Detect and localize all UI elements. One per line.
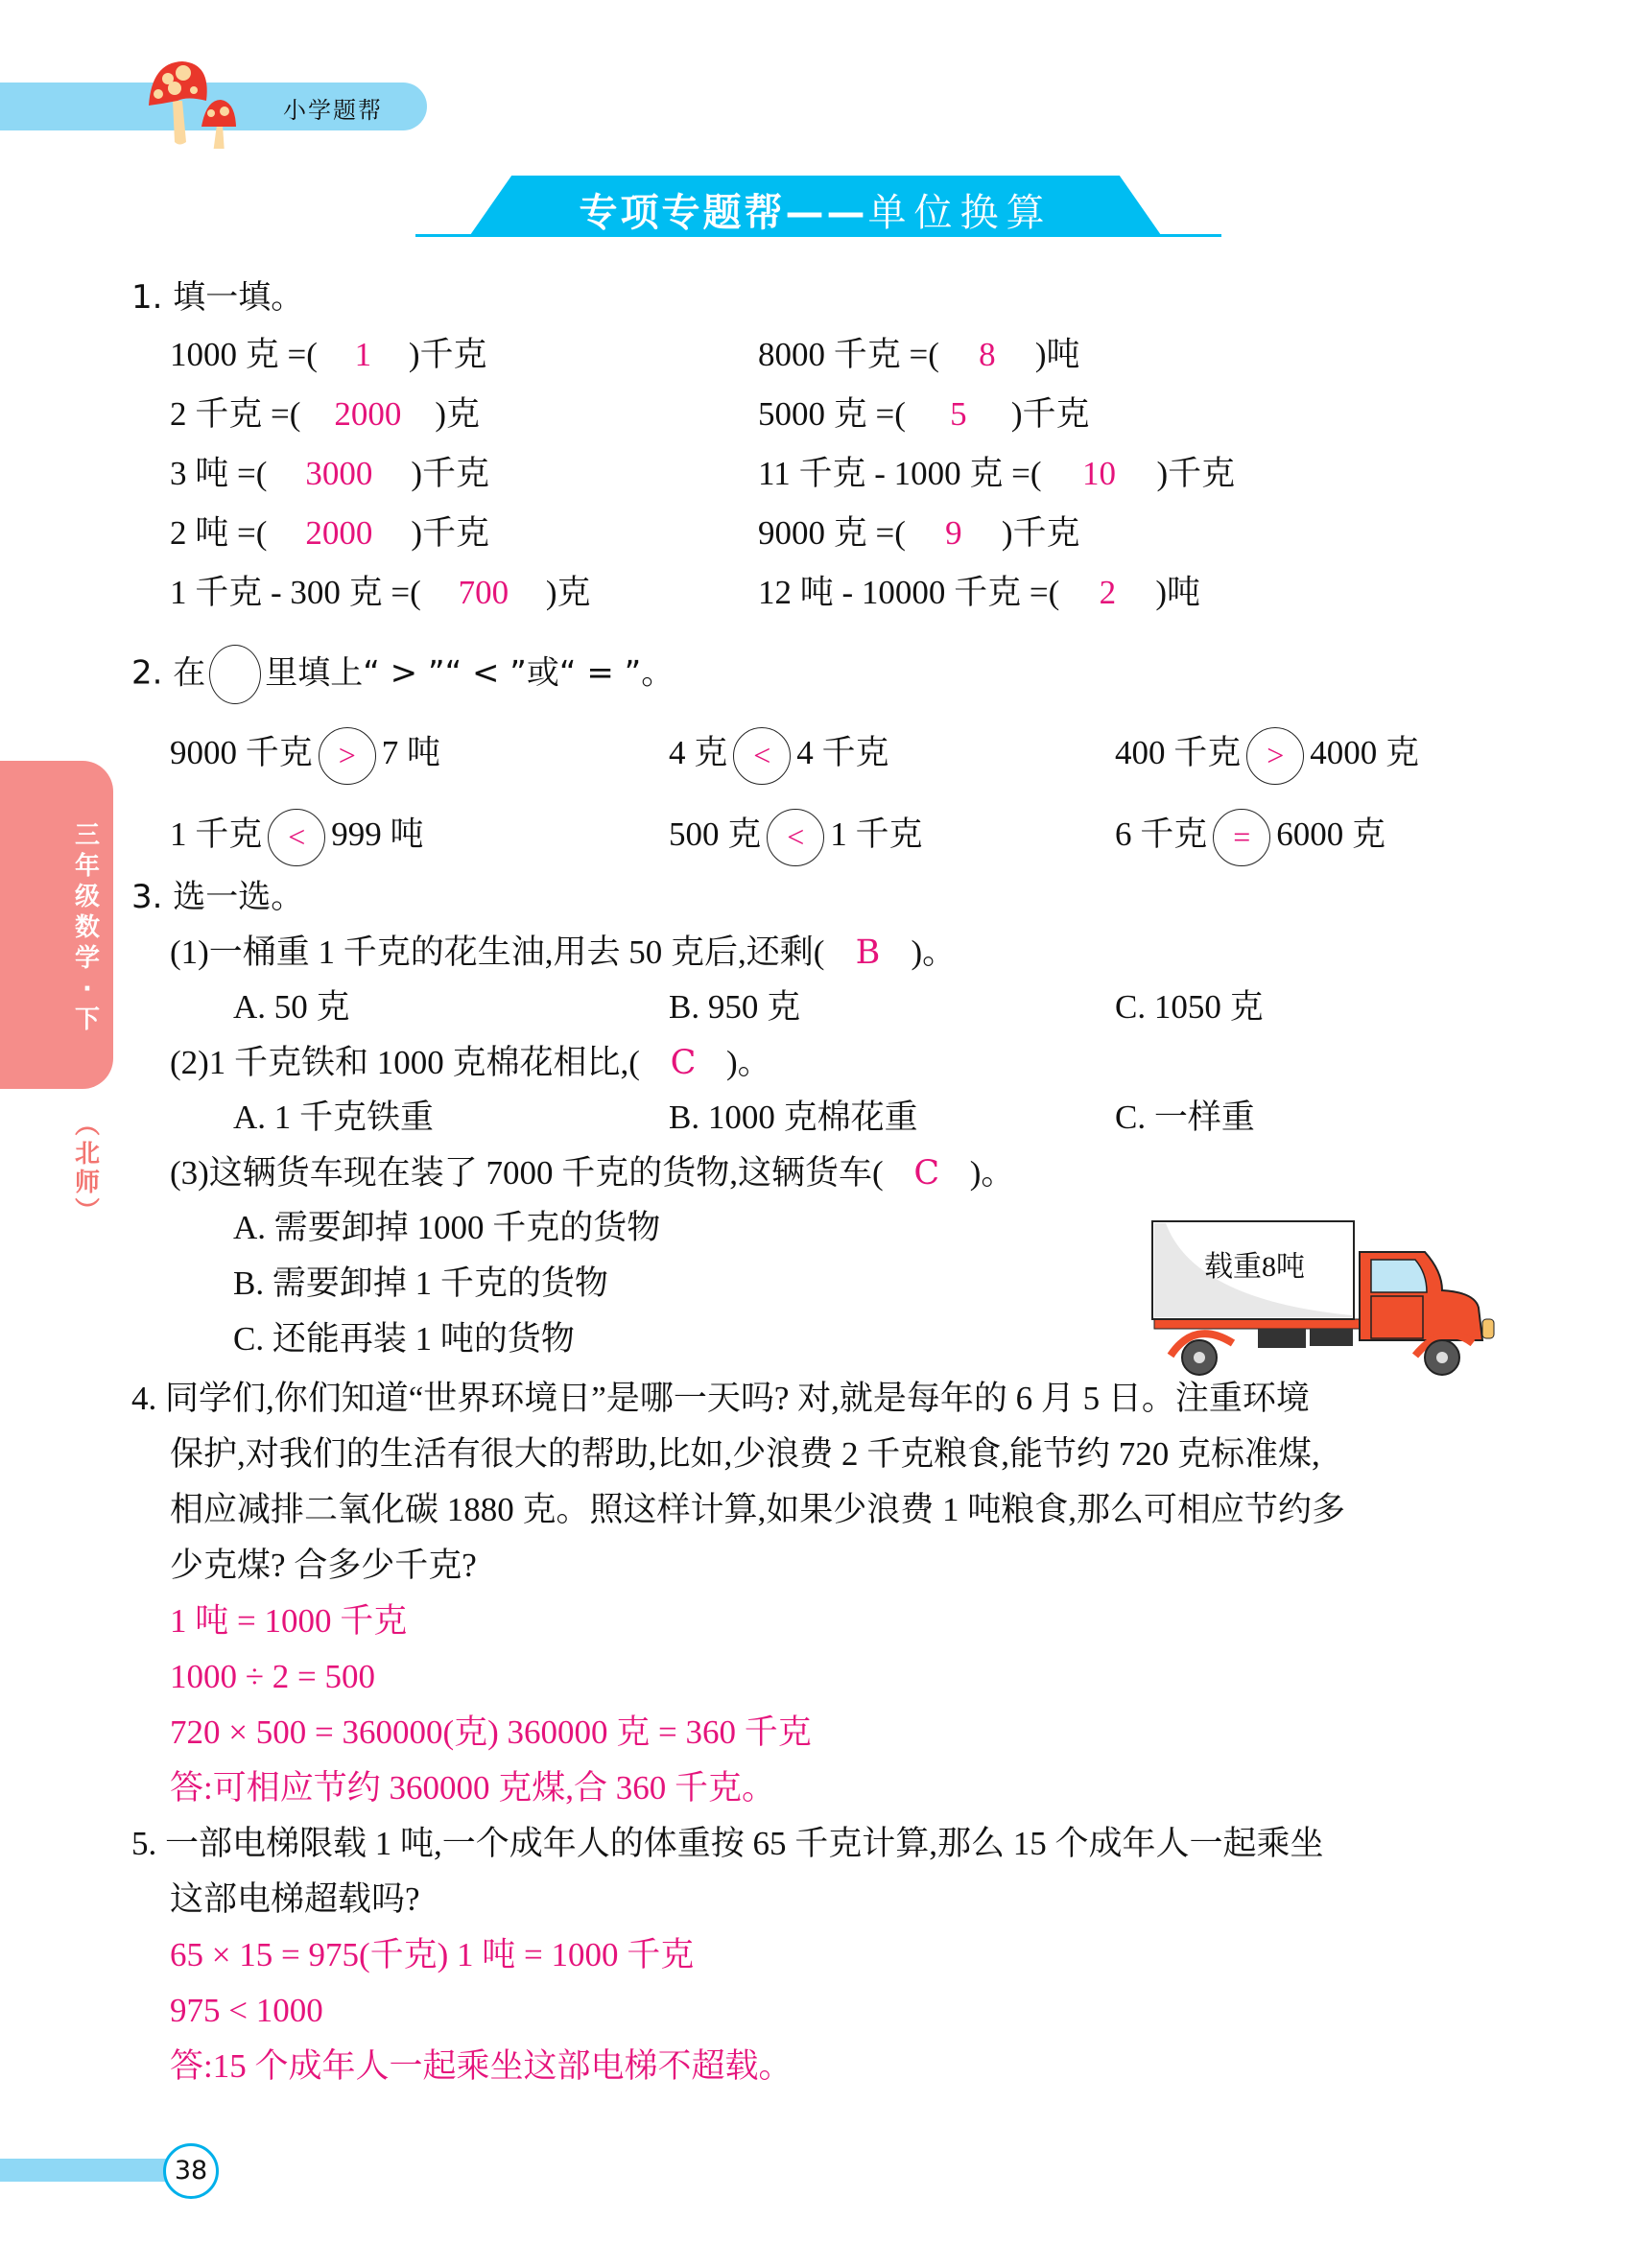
q2-item: [669, 809, 923, 866]
q4-solution-line: 1000 ÷ 2 = 500: [170, 1658, 375, 1695]
q2-right: 6000 克: [1276, 815, 1386, 854]
q3-answer: C: [913, 1154, 940, 1193]
q2-right: 999 吨: [331, 815, 424, 854]
grade-char: 下: [74, 1005, 100, 1034]
grade-char: 年: [74, 852, 100, 881]
grade-char: 三: [74, 821, 100, 850]
q3-heading: 3. 选一选。: [131, 878, 304, 916]
q5-text-line: 这部电梯超载吗?: [170, 1880, 420, 1918]
q3-stem-text: (2)1 千克铁和 1000 克棉花相比,(: [170, 1044, 640, 1081]
q3-stem: [170, 1154, 1014, 1193]
q1-answer: 8: [979, 336, 996, 373]
q3-option: A. 需要卸掉 1000 千克的货物: [233, 1209, 661, 1246]
q1-text: 2 吨 =(: [170, 514, 268, 552]
grade-char: 数: [74, 913, 100, 942]
q2-right: 1 千克: [830, 815, 923, 854]
q3-option: C. 一样重: [1115, 1099, 1255, 1136]
title-dash: ——: [785, 191, 868, 235]
q1-item: [170, 514, 489, 553]
q1-item: [758, 455, 1235, 493]
publisher-char: 北: [74, 1140, 100, 1169]
q1-answer: 10: [1082, 455, 1117, 492]
q1-text: )千克: [1001, 514, 1080, 552]
q2-right: 7 吨: [381, 734, 441, 772]
q1-answer: 9: [945, 514, 962, 552]
page-number: 38: [163, 2143, 219, 2199]
q3-option: B. 需要卸掉 1 千克的货物: [233, 1264, 608, 1302]
q2-left: 9000 千克: [170, 734, 313, 772]
q1-text: 9000 克 =(: [758, 514, 906, 552]
q1-answer: 3000: [305, 455, 373, 492]
q1-text: )千克: [1156, 455, 1236, 492]
q2-item: [1115, 727, 1419, 785]
truck-icon: [1137, 1214, 1502, 1377]
q2-left: 500 克: [669, 815, 762, 854]
q2-left: 400 千克: [1115, 734, 1242, 772]
q2-item: [1115, 809, 1385, 866]
q1-text: 3 吨 =(: [170, 455, 268, 492]
q2-answer-circle: <: [767, 809, 824, 866]
circle-icon: [209, 645, 261, 704]
q2-answer-circle: <: [733, 727, 791, 785]
q1-answer: 700: [458, 574, 509, 611]
publisher-char: ︶: [74, 1197, 100, 1226]
q3-option: C. 还能再装 1 吨的货物: [233, 1320, 575, 1358]
footer-band: [0, 2159, 173, 2182]
q1-item: [758, 514, 1080, 553]
q2-item: [170, 727, 440, 785]
q3-option: A. 1 千克铁重: [233, 1099, 435, 1136]
q1-item: [758, 395, 1090, 434]
q3-option: A. 50 克: [233, 988, 350, 1026]
title-subtitle: 单位换算: [867, 191, 1053, 235]
q3-stem-text: )。: [725, 1044, 771, 1081]
q1-answer: 2000: [334, 395, 402, 433]
q4-text-line: 4. 同学们,你们知道“世界环境日”是哪一天吗? 对,就是每年的 6 月 5 日。注重环境: [131, 1380, 1310, 1417]
q1-text: )千克: [411, 455, 490, 492]
grade-char: 学: [74, 944, 100, 973]
q1-answer: 2000: [305, 514, 373, 552]
q4-answer-line: 答:可相应节约 360000 克煤,合 360 千克。: [170, 1769, 775, 1807]
q4-text-line: 少克煤? 合多少千克?: [170, 1547, 477, 1584]
q3-option: B. 950 克: [669, 988, 801, 1026]
q1-answer: 2: [1099, 574, 1117, 611]
q2-heading-text: 2. 在: [131, 653, 206, 693]
brand-name: 小学题帮: [283, 97, 383, 124]
title-main: 专项专题帮: [579, 191, 786, 235]
q2-answer-circle: <: [268, 809, 325, 866]
q1-text: )克: [435, 395, 481, 433]
q5-solution-line: 65 × 15 = 975(千克) 1 吨 = 1000 千克: [170, 1936, 695, 1973]
q1-item: [170, 395, 480, 434]
grade-label: [73, 820, 102, 1035]
grade-char: 级: [74, 883, 100, 911]
q1-heading: 1. 填一填。: [131, 278, 304, 317]
q2-left: 1 千克: [170, 815, 263, 854]
q1-text: )千克: [408, 336, 487, 373]
q2-answer-circle: =: [1213, 809, 1270, 866]
q1-item: [170, 455, 489, 493]
q1-text: 8000 千克 =(: [758, 336, 939, 373]
q2-heading: [131, 645, 674, 704]
q1-answer: 5: [950, 395, 967, 433]
q1-item: [170, 574, 590, 612]
q5-answer-line: 答:15 个成年人一起乘坐这部电梯不超载。: [170, 2047, 793, 2085]
q3-option: B. 1000 克棉花重: [669, 1099, 918, 1136]
q4-solution-line: 720 × 500 = 360000(克) 360000 克 = 360 千克: [170, 1713, 812, 1751]
q1-answer: 1: [354, 336, 372, 373]
q1-item: [758, 336, 1080, 374]
q1-item: [758, 574, 1200, 612]
q1-text: 5000 克 =(: [758, 395, 906, 433]
q3-stem-text: (3)这辆货车现在装了 7000 千克的货物,这辆货车(: [170, 1154, 884, 1192]
q1-text: )吨: [1155, 574, 1200, 611]
q4-text-line: 保护,对我们的生活有很大的帮助,比如,少浪费 2 千克粮食,能节约 720 克标准煤,: [170, 1435, 1320, 1473]
q1-text: 2 千克 =(: [170, 395, 301, 433]
q1-text: 1 千克 - 300 克 =(: [170, 574, 421, 611]
q3-answer: C: [670, 1044, 697, 1082]
q2-right: 4000 克: [1310, 734, 1420, 772]
q2-right: 4 千克: [796, 734, 889, 772]
q1-text: 1000 克 =(: [170, 336, 318, 373]
q3-stem-text: )。: [969, 1154, 1015, 1192]
q3-stem: [170, 1044, 771, 1082]
q5-text-line: 5. 一部电梯限载 1 吨,一个成年人的体重按 65 千克计算,那么 15 个成年人一起乘坐: [131, 1825, 1324, 1862]
q3-stem: [170, 933, 956, 972]
q3-option: C. 1050 克: [1115, 988, 1264, 1026]
q2-heading-text: 里填上“ > ”“ < ”或“ = ”。: [265, 653, 675, 693]
q1-item: [170, 336, 487, 374]
q2-answer-circle: >: [319, 727, 376, 785]
publisher-label: [73, 1111, 102, 1226]
q3-stem-text: )。: [911, 933, 957, 971]
publisher-char: 师: [74, 1169, 100, 1197]
q3-stem-text: (1)一桶重 1 千克的花生油,用去 50 克后,还剩(: [170, 933, 825, 971]
q5-solution-line: 975 < 1000: [170, 1992, 323, 2029]
mushroom-icon: [144, 58, 240, 149]
q2-answer-circle: >: [1246, 727, 1304, 785]
publisher-char: ︵: [74, 1111, 100, 1140]
q2-left: 6 千克: [1115, 815, 1208, 854]
q1-text: 11 千克 - 1000 克 =(: [758, 455, 1042, 492]
grade-char: ·: [83, 975, 92, 1004]
q3-answer: B: [855, 933, 881, 972]
q4-text-line: 相应减排二氧化碳 1880 克。照这样计算,如果少浪费 1 吨粮食,那么可相应节约多: [170, 1491, 1346, 1528]
q1-text: )千克: [1010, 395, 1090, 433]
q1-text: )克: [545, 574, 591, 611]
q1-text: )千克: [411, 514, 490, 552]
page-title: [470, 182, 1161, 237]
q2-item: [669, 727, 889, 785]
q4-solution-line: 1 吨 = 1000 千克: [170, 1602, 408, 1640]
truck-capacity-label: 载重8吨: [1204, 1251, 1305, 1283]
q2-item: [170, 809, 424, 866]
q1-text: )吨: [1034, 336, 1080, 373]
q1-text: 12 吨 - 10000 千克 =(: [758, 574, 1060, 611]
q2-left: 4 克: [669, 734, 728, 772]
